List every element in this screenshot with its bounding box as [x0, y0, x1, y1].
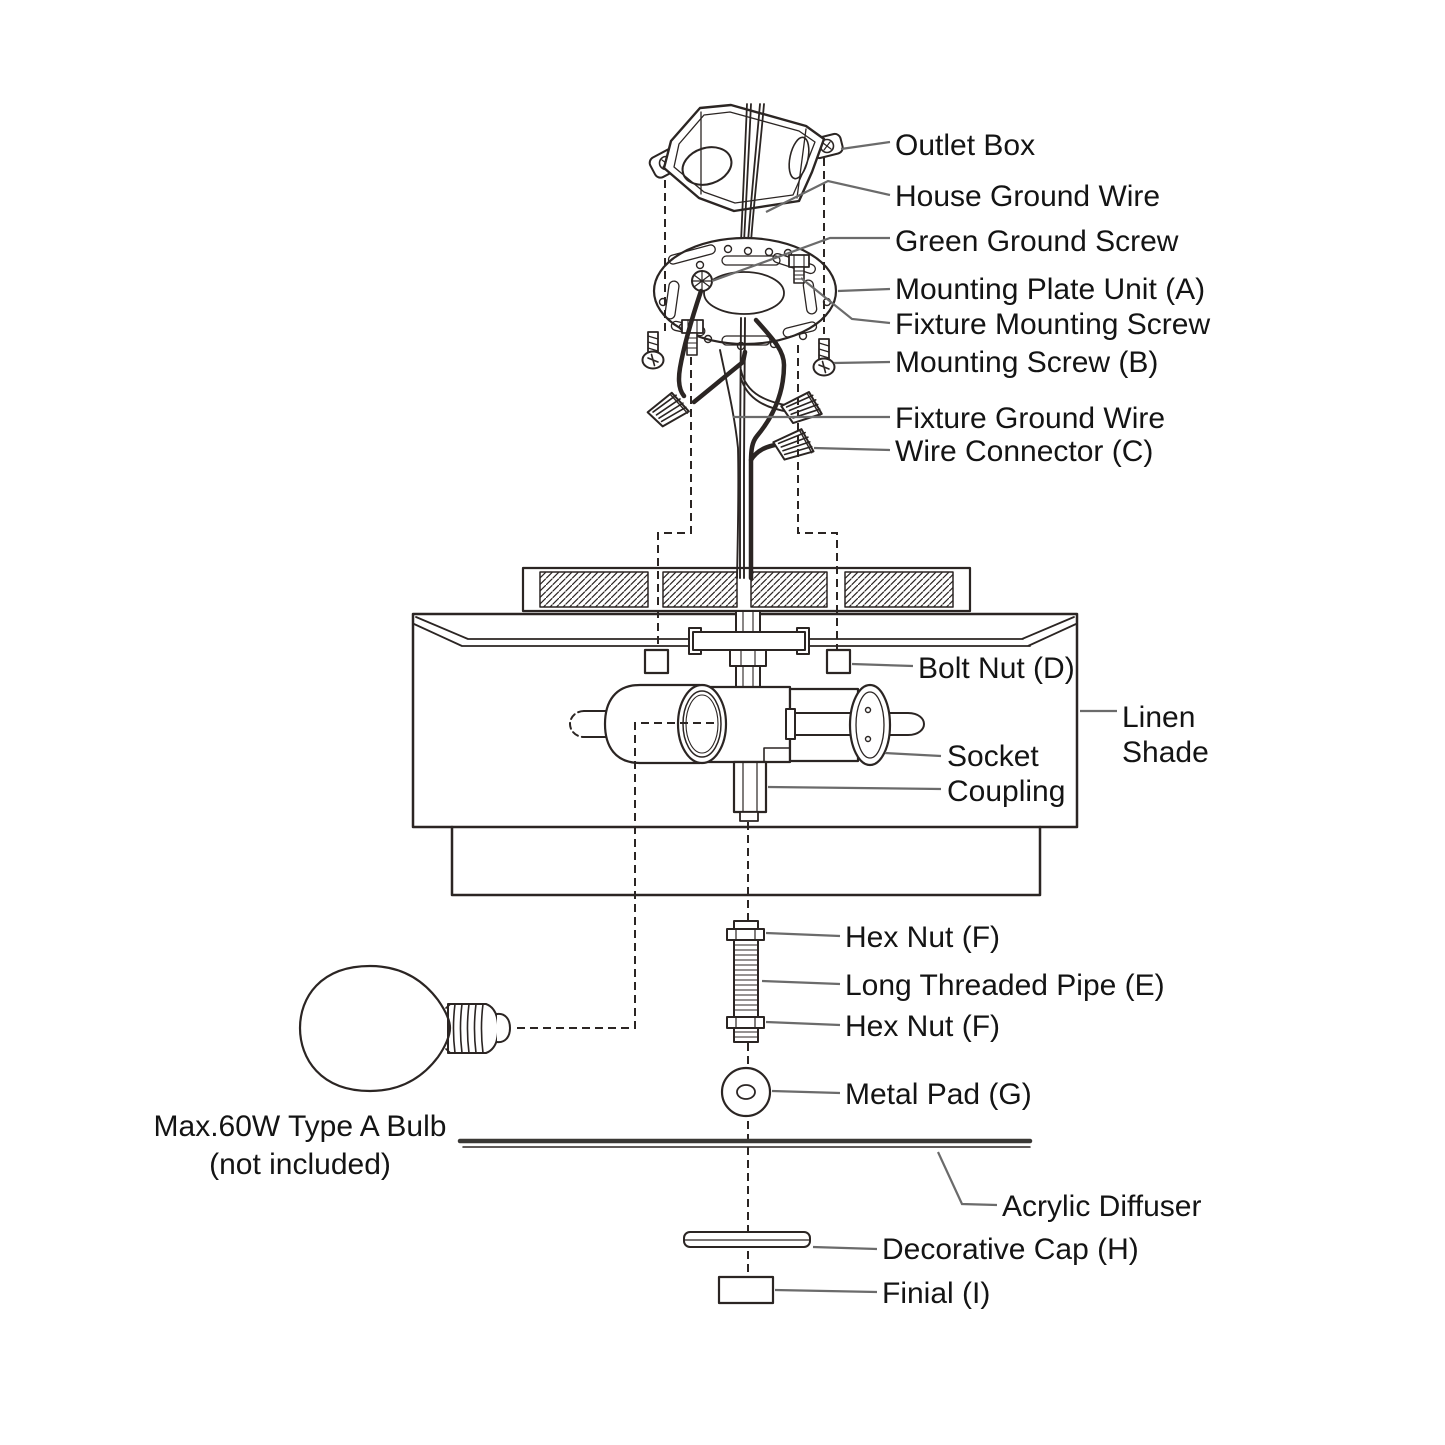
linen-shade-label-line2: Shade: [1122, 736, 1209, 769]
mounting-plate-unit-label: Mounting Plate Unit (A): [895, 273, 1206, 306]
bolt-nut-left: [645, 650, 668, 673]
coupling-label: Coupling: [947, 775, 1066, 808]
long-threaded-pipe-label: Long Threaded Pipe (E): [845, 969, 1165, 1002]
bolt-nut-right: [827, 650, 850, 673]
decorative-cap-drawing: [684, 1232, 810, 1247]
acrylic-diffuser-drawing: [460, 1141, 1030, 1147]
outlet-box-label: Outlet Box: [895, 129, 1036, 162]
mounting-screw-b-right: [814, 339, 835, 376]
decorative-cap-h-label: Decorative Cap (H): [882, 1233, 1139, 1266]
shade-bracket-drawing: [523, 568, 970, 611]
linen-shade-label-line1: Linen: [1122, 701, 1196, 734]
metal-pad-drawing: [722, 1068, 770, 1116]
bolt-nut-d-label: Bolt Nut (D): [918, 652, 1075, 685]
wire-connector-right-upper: [780, 390, 823, 424]
wire-connector-c-label: Wire Connector (C): [895, 435, 1154, 468]
bulb-note-line2: (not included): [209, 1148, 391, 1181]
hex-nut-f-bottom-label: Hex Nut (F): [845, 1010, 1001, 1043]
acrylic-diffuser-label: Acrylic Diffuser: [1002, 1190, 1202, 1223]
socket-label: Socket: [947, 740, 1039, 773]
mounting-screw-b-left: [643, 332, 664, 369]
green-ground-screw-label: Green Ground Screw: [895, 225, 1179, 258]
wire-connector-right-lower: [772, 428, 814, 461]
coupling-drawing: [734, 762, 766, 812]
hex-nut-f-top-label: Hex Nut (F): [845, 921, 1001, 954]
metal-pad-g-label: Metal Pad (G): [845, 1078, 1032, 1111]
bulb-drawing: [300, 966, 510, 1091]
mounting-screw-b-label: Mounting Screw (B): [895, 346, 1159, 379]
bulb-note-line1: Max.60W Type A Bulb: [153, 1110, 447, 1143]
finial-drawing: [719, 1277, 773, 1303]
fixture-mounting-screw-label: Fixture Mounting Screw: [895, 308, 1211, 341]
outlet-box-drawing: [648, 104, 844, 242]
house-ground-wire-label: House Ground Wire: [895, 180, 1161, 213]
fixture-ground-wire-label: Fixture Ground Wire: [895, 402, 1166, 435]
finial-i-label: Finial (I): [882, 1277, 991, 1310]
threaded-pipe-drawing: [727, 921, 764, 1042]
green-ground-screw-drawing: [692, 271, 713, 292]
